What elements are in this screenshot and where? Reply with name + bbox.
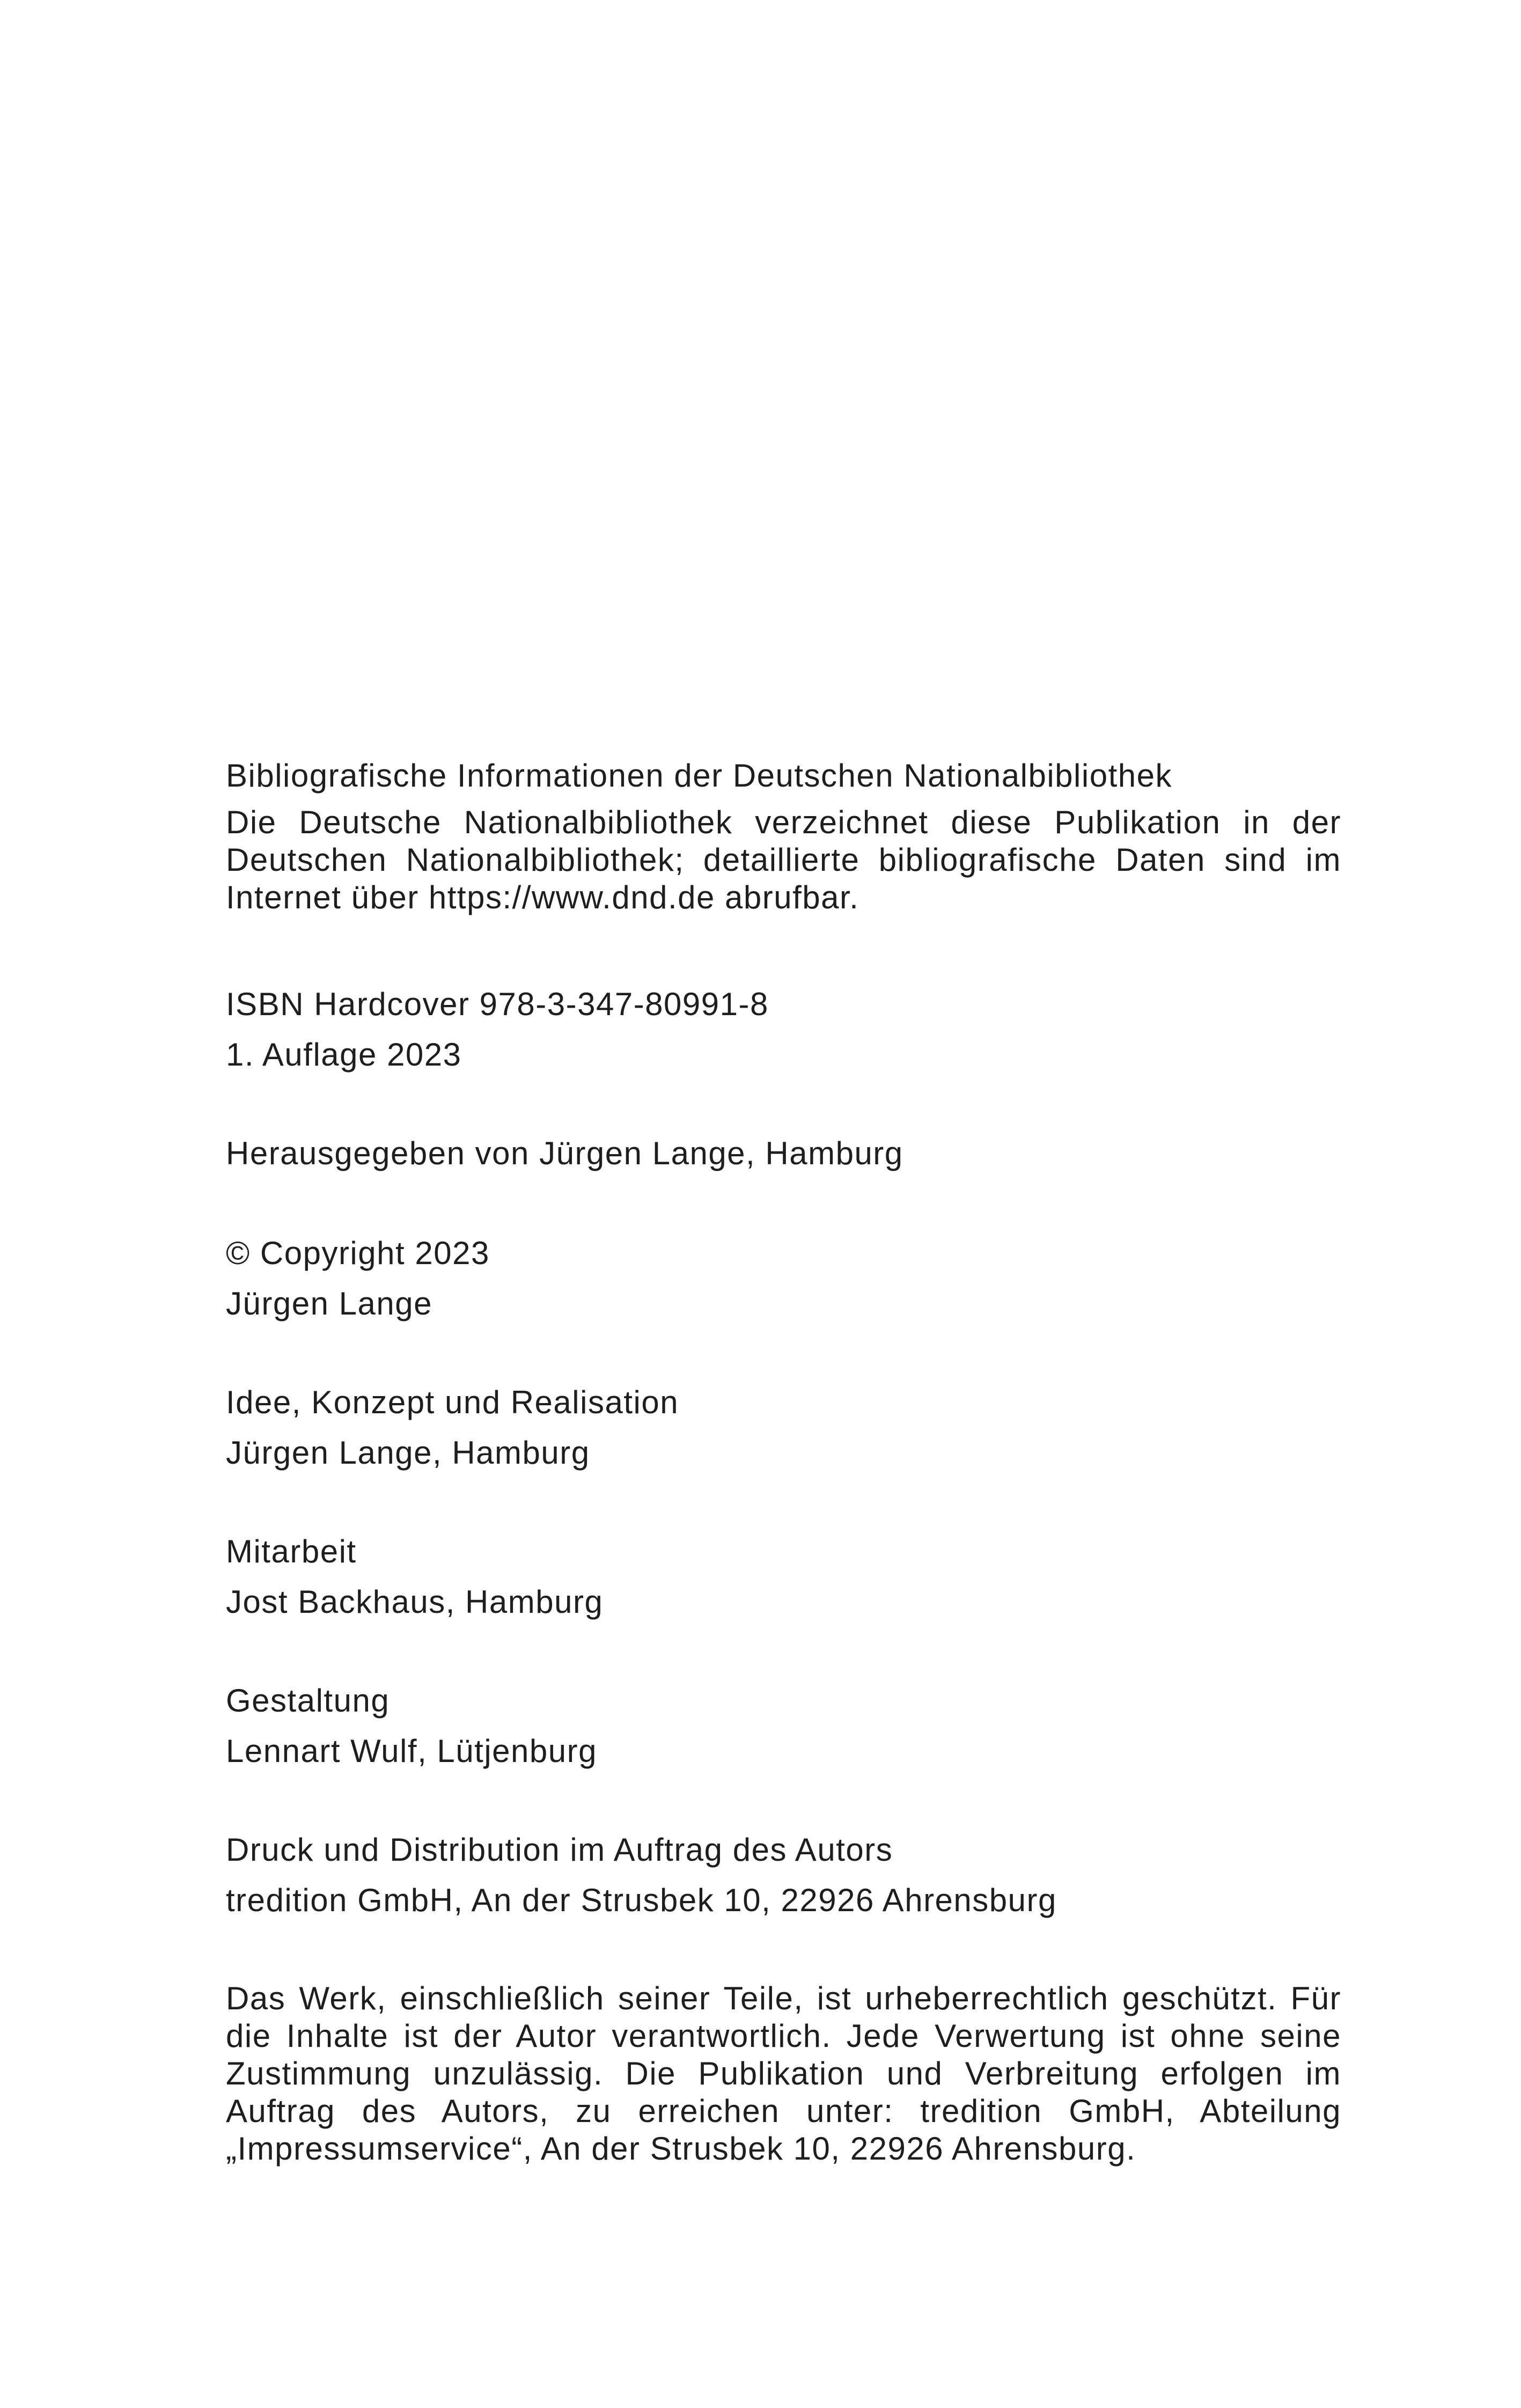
editor-line: Herausgegeben von Jürgen Lange, Hamburg bbox=[226, 1135, 903, 1171]
isbn-section bbox=[226, 985, 1341, 1074]
bibliographic-section bbox=[226, 757, 1341, 916]
collaboration-label: Mitarbeit bbox=[226, 1533, 357, 1569]
design-value: Lennart Wulf, Lütjenburg bbox=[226, 1733, 597, 1769]
concept-section bbox=[226, 1383, 1341, 1472]
collaboration-value: Jost Backhaus, Hamburg bbox=[226, 1584, 604, 1620]
concept-value: Jürgen Lange, Hamburg bbox=[226, 1435, 590, 1471]
legal-section bbox=[226, 1980, 1341, 2168]
copyright-line: © Copyright 2023 bbox=[226, 1235, 490, 1271]
bibliographic-text: Die Deutsche Nationalbibliothek verzeichnet diese Publikation in der Deutschen Nationalbibliothek; detaillierte bibliografische Daten sind im Internet über https://www.dnd.de abrufbar. bbox=[226, 804, 1341, 915]
editor-section bbox=[226, 1134, 1341, 1173]
design-label: Gestaltung bbox=[226, 1683, 390, 1719]
design-section bbox=[226, 1682, 1341, 1771]
printing-value: tredition GmbH, An der Strusbek 10, 22926 Ahrensburg bbox=[226, 1882, 1057, 1918]
collaboration-section bbox=[226, 1532, 1341, 1621]
concept-label: Idee, Konzept und Realisation bbox=[226, 1384, 679, 1420]
copyright-holder: Jürgen Lange bbox=[226, 1286, 432, 1322]
isbn-line: ISBN Hardcover 978-3-347-80991-8 bbox=[226, 986, 769, 1022]
printing-section bbox=[226, 1831, 1341, 1920]
bibliographic-heading: Bibliografische Informationen der Deutschen Nationalbibliothek bbox=[226, 758, 1172, 794]
edition-line: 1. Auflage 2023 bbox=[226, 1037, 462, 1073]
legal-notice: Das Werk, einschließlich seiner Teile, ist urheberrechtlich geschützt. Für die Inhalte ist der Autor verantwortlich. Jede Verwertung ist ohne seine Zustimmung unzulässig. Die Publikation und Verbreitung erfolgen im Auftrag des Autors, zu erreichen unter: tredition GmbH, Abteilung „Impressumservice“, An der Strusbek 10, 22926 Ahrensburg. bbox=[226, 1980, 1341, 2167]
copyright-section bbox=[226, 1234, 1341, 1323]
printing-label: Druck und Distribution im Auftrag des Autors bbox=[226, 1832, 893, 1868]
